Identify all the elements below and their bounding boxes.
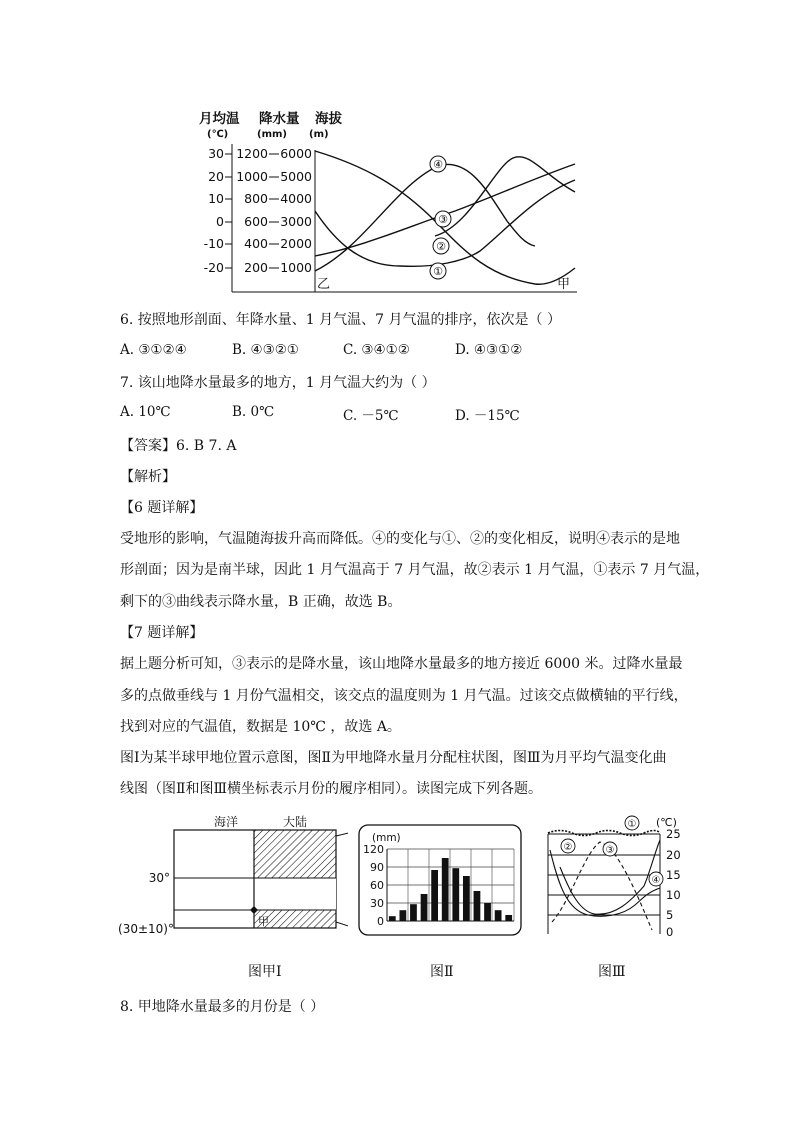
precip-tick: 800 xyxy=(244,191,268,206)
precip-bar-month-12 xyxy=(505,915,512,921)
precip-bar-month-6 xyxy=(442,858,449,921)
temp-axis-unit: (℃) xyxy=(207,129,229,140)
analysis-heading: 【解析】 xyxy=(120,469,176,485)
detail-7-heading: 【7 题详解】 xyxy=(120,625,204,641)
question-7-stem: 7. 该山地降水量最多的地方，1 月气温大约为（ ） xyxy=(120,375,436,391)
precip-tick: 600 xyxy=(244,214,268,229)
question-6-stem: 6. 按照地形剖面、年降水量、1 月气温、7 月气温的排序，依次是（ ） xyxy=(120,312,561,328)
y-tick-label: 30 xyxy=(370,897,384,910)
fig-i-location-map xyxy=(118,812,348,942)
elev-axis-title: 海拔 xyxy=(315,111,342,127)
q7-option-a[interactable]: A. 10℃ xyxy=(120,404,171,420)
curve-1 xyxy=(548,831,660,836)
curve-label-2: ② xyxy=(563,842,573,853)
question-8-stem: 8. 甲地降水量最多的月份是（ ） xyxy=(120,999,325,1015)
land-label: 大陆 xyxy=(282,815,308,829)
precip-tick: 400 xyxy=(244,236,268,251)
elev-tick: 4000 xyxy=(280,191,312,206)
curve-label-3: ③ xyxy=(438,213,448,226)
detail-7-line: 多的点做垂线与 1 月份气温相交，该交点的温度则为 1 月气温。过该交点做横轴的平行线， xyxy=(120,688,688,704)
point-jia-label: 甲 xyxy=(258,915,269,928)
y-tick-label: 60 xyxy=(370,879,384,892)
fig-iii-temp-chart xyxy=(540,812,690,940)
temp-tick: 10 xyxy=(208,191,224,206)
temp-tick: 0 xyxy=(216,214,224,229)
precip-bar-month-11 xyxy=(495,910,502,921)
precip-bar-month-5 xyxy=(431,870,438,921)
y-tick-label: 20 xyxy=(666,848,681,862)
y-tick-label: 0 xyxy=(377,915,384,928)
temp-tick: -10 xyxy=(203,236,224,251)
temp-unit-label: (℃) xyxy=(656,816,677,829)
y-tick-label: 120 xyxy=(363,843,384,856)
y-tick-label: 15 xyxy=(666,868,681,882)
precip-bar-month-7 xyxy=(452,868,459,921)
y-tick-label: 5 xyxy=(666,908,674,922)
precip-bar-month-10 xyxy=(484,903,491,921)
temp-tick: -20 xyxy=(203,260,224,275)
detail-7-line: 找到对应的气温值，数据是 10℃ ，故选 A。 xyxy=(120,719,401,735)
fig-ii-caption: 图Ⅱ xyxy=(430,964,454,980)
elev-tick: 1000 xyxy=(280,260,312,275)
elev-tick: 6000 xyxy=(280,146,312,161)
q7-option-d[interactable]: D. －15℃ xyxy=(455,408,520,424)
precip-tick: 1200 xyxy=(236,146,268,161)
elev-tick: 3000 xyxy=(280,214,312,229)
lat-range-label: (30±10)° xyxy=(118,922,174,936)
precip-tick: 1000 xyxy=(236,169,268,184)
curve-4 xyxy=(315,164,535,271)
precip-bar-month-4 xyxy=(421,894,428,921)
y-tick-label: 10 xyxy=(666,888,681,902)
land-area xyxy=(254,830,336,878)
precip-bar-month-9 xyxy=(474,891,481,921)
q7-option-c[interactable]: C. －5℃ xyxy=(343,408,399,424)
lat-30-label: 30° xyxy=(148,871,170,885)
y-tick-label: 25 xyxy=(666,827,681,841)
temp-tick: 20 xyxy=(208,169,224,184)
endpoint-yi: 乙 xyxy=(317,277,331,292)
detail-6-heading: 【6 题详解】 xyxy=(120,500,204,516)
temp-tick: 30 xyxy=(208,146,224,161)
precip-bar-month-3 xyxy=(410,904,417,921)
precip-tick: 200 xyxy=(244,260,268,275)
precip-bar-month-2 xyxy=(399,910,406,921)
profile-chart xyxy=(195,106,585,296)
endpoint-jia: 甲 xyxy=(557,277,571,292)
y-tick-label: 90 xyxy=(370,861,384,874)
q6-option-c[interactable]: C. ③④①② xyxy=(343,342,410,358)
y-axis-unit: (mm) xyxy=(372,832,401,844)
curve-5 xyxy=(435,157,575,236)
curve-label-3: ③ xyxy=(605,845,615,856)
precip-axis-unit: (mm) xyxy=(257,129,287,140)
detail-6-line: 受地形的影响，气温随海拔升高而降低。④的变化与①、②的变化相反，说明④表示的是地 xyxy=(120,531,680,547)
temp-axis-title: 月均温 xyxy=(199,111,240,127)
precip-axis-title: 降水量 xyxy=(259,111,300,127)
precip-bar-month-1 xyxy=(389,916,396,921)
ocean-label: 海洋 xyxy=(213,815,239,829)
intro-line: 线图（图Ⅱ和图Ⅲ横坐标表示月份的履序相同）。读图完成下列各题。 xyxy=(120,781,543,797)
curve-label-4: ④ xyxy=(433,158,443,171)
curve-label-2: ② xyxy=(436,240,446,253)
elev-tick: 2000 xyxy=(280,236,312,251)
detail-6-line: 形剖面；因为是南半球，因此 1 月气温高于 7 月气温，故②表示 1 月气温，①表示 7 月气温， xyxy=(120,562,710,578)
curve-label-1: ① xyxy=(627,819,637,830)
detail-6-line: 剩下的③曲线表示降水量，B 正确，故选 B。 xyxy=(120,594,402,610)
curve-label-4: ④ xyxy=(651,875,661,886)
fig-iii-caption: 图Ⅲ xyxy=(598,964,626,980)
elev-tick: 5000 xyxy=(280,169,312,184)
q6-option-b[interactable]: B. ④③②① xyxy=(232,342,299,358)
precip-bar-month-8 xyxy=(463,876,470,921)
answer-line: 【答案】6. B 7. A xyxy=(120,438,237,454)
q6-option-a[interactable]: A. ③①②④ xyxy=(120,342,187,358)
elev-axis-unit: (m) xyxy=(309,129,329,140)
q6-option-d[interactable]: D. ④③①② xyxy=(455,342,523,358)
y-tick-label: 0 xyxy=(666,925,674,939)
intro-line: 图Ⅰ为某半球甲地位置示意图，图Ⅱ为甲地降水量月分配柱状图，图Ⅲ为月平均气温变化曲 xyxy=(120,750,667,766)
fig-ii-precip-chart xyxy=(358,824,522,936)
curve-label-1: ① xyxy=(433,265,443,278)
q7-option-b[interactable]: B. 0℃ xyxy=(232,404,275,420)
detail-7-line: 据上题分析可知，③表示的是降水量，该山地降水量最多的地方接近 6000 米。过降水量最 xyxy=(120,656,683,672)
fig-i-caption: 图甲Ⅰ xyxy=(248,964,282,980)
